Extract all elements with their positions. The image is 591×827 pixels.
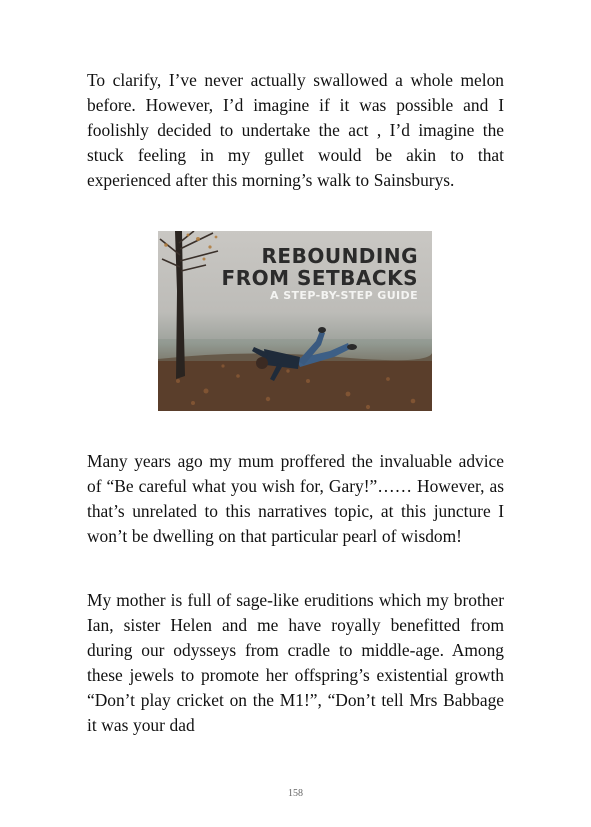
image-title-line1: REBOUNDING xyxy=(261,244,418,268)
image-title-line2: FROM SETBACKS xyxy=(221,266,418,290)
paragraph-melon: To clarify, I’ve never actually swallowed a whole melon before. However, I’d imagine if it was possible and I foolishly decided to undertake the act , I’d imagine the stuck feeling in my gullet would be akin to that experienced after this morning’s walk to Sainsburys. xyxy=(87,70,504,190)
page-number: 158 xyxy=(288,788,303,799)
image-subtitle: A STEP-BY-STEP GUIDE xyxy=(270,289,418,302)
image-title-text xyxy=(222,245,418,303)
paragraph-mother-eruditions: My mother is full of sage-like eruditions which my brother Ian, sister Helen and me have royally benefitted from during our odysseys from cradle to middle-age. Among these jewels to promote her offspring’s existential growth “Don’t play cricket on the M1!”, “Don’t tell Mrs Babbage it was your dad xyxy=(87,590,504,735)
paragraph-mum-advice: Many years ago my mum proffered the invaluable advice of “Be careful what you wish for, Gary!”…… However, as that’s unrelated to this narratives topic, at this juncture I won’t be dwelling on that particular pearl of wisdom! xyxy=(87,451,504,546)
rebounding-from-setbacks-image xyxy=(158,231,432,411)
